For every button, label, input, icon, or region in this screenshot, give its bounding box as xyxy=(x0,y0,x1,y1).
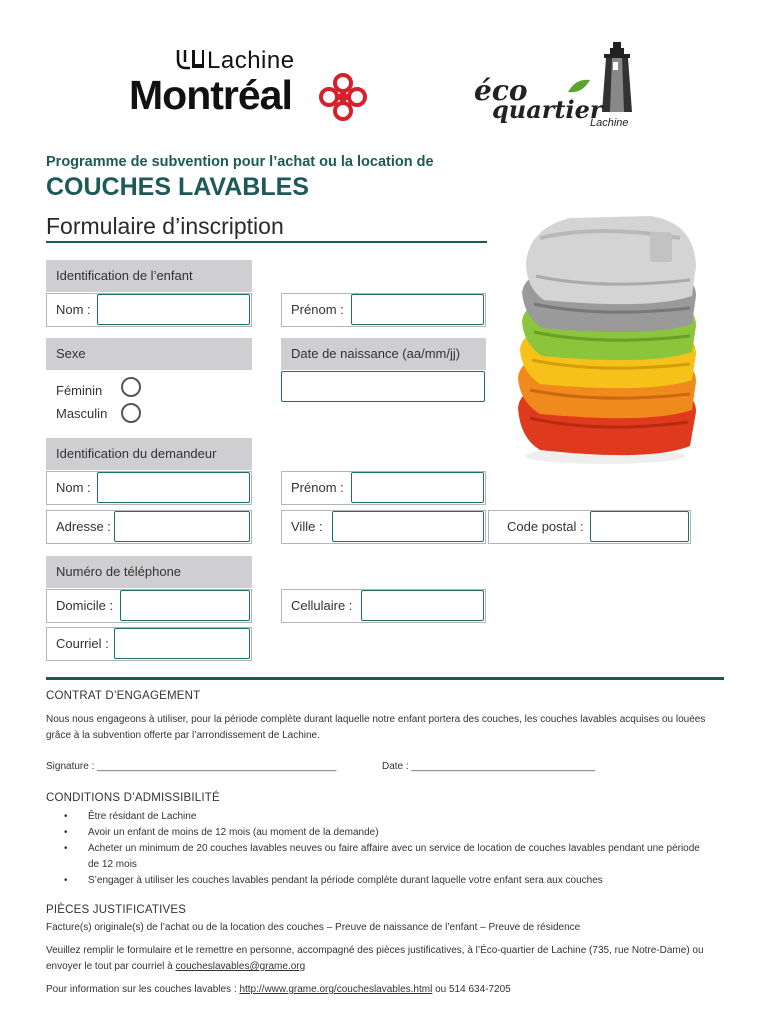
phone-section-header: Numéro de téléphone xyxy=(46,556,252,588)
contract-title: CONTRAT D’ENGAGEMENT xyxy=(46,690,201,702)
quartier-logo-word: quartier xyxy=(492,95,603,124)
info-phone: ou 514 634-7205 xyxy=(432,984,511,995)
child-prenom-label: Prénom : xyxy=(291,302,344,317)
signature-line: Signature : ___________________________________________ xyxy=(46,761,337,772)
sexe-section-header: Sexe xyxy=(46,338,252,370)
info-line xyxy=(46,982,726,998)
condition-item: • S’engager à utiliser les couches lavables pendant la période complète durant laquelle votre enfant sera aux couches xyxy=(46,873,706,889)
masculin-radio[interactable] xyxy=(121,403,141,423)
date-line: Date : _________________________________ xyxy=(382,761,595,772)
condition-item: • Acheter un minimum de 20 couches lavables neuves ou faire affaire avec un service de location de couches lavables pendant une période de 12 mois xyxy=(46,841,706,873)
montreal-rose-icon xyxy=(317,71,369,123)
main-title: COUCHES LAVABLES xyxy=(46,173,309,201)
requester-nom-input[interactable] xyxy=(97,472,250,503)
courriel-label: Courriel : xyxy=(56,636,109,651)
child-prenom-input[interactable] xyxy=(351,294,484,325)
condition-item: • Avoir un enfant de moins de 12 mois (au moment de la demande) xyxy=(46,825,706,841)
lachine-logo-text: Lachine xyxy=(207,47,295,74)
domicile-label: Domicile : xyxy=(56,598,114,613)
section-divider xyxy=(46,677,724,680)
child-section-header: Identification de l’enfant xyxy=(46,260,252,292)
contract-text: Nous nous engageons à utiliser, pour la période complète durant laquelle notre enfant portera des couches, les couches lavables acquises ou louées grâce à la subvention offerte par l’arrondissement de Lachine. xyxy=(46,714,706,741)
code-postal-input[interactable] xyxy=(590,511,689,542)
code-postal-label: Code postal : xyxy=(507,519,584,534)
condition-item: • Être résidant de Lachine xyxy=(46,809,706,825)
child-nom-label: Nom : xyxy=(56,302,91,317)
eco-logo-word: éco xyxy=(474,74,528,107)
info-prefix: Pour information sur les couches lavables : xyxy=(46,984,240,995)
masculin-label: Masculin xyxy=(56,406,108,421)
montreal-logo-text: Montréal xyxy=(129,72,292,118)
instructions-prefix: Veuillez remplir le formulaire et le remettre en personne, accompagné des pièces justificatives, à l’Éco-quartier de Lachine (735, rue Notre-Dame) ou envoyer le tout par courriel à xyxy=(46,945,704,972)
dob-section-header: Date de naissance (aa/mm/jj) xyxy=(281,338,486,370)
adresse-input[interactable] xyxy=(114,511,250,542)
requester-nom-label: Nom : xyxy=(56,480,91,495)
conditions-list xyxy=(46,809,706,889)
lachine-logo-mark xyxy=(176,48,206,70)
form-title: Formulaire d’inscription xyxy=(46,213,284,239)
documents-text: Facture(s) originale(s) de l’achat ou de la location des couches – Preuve de naissance de l’enfant – Preuve de résidence xyxy=(46,922,581,933)
cellulaire-input[interactable] xyxy=(361,590,484,621)
cellulaire-label: Cellulaire : xyxy=(291,598,353,613)
ville-label: Ville : xyxy=(291,519,323,534)
requester-prenom-label: Prénom : xyxy=(291,480,344,495)
feminin-radio[interactable] xyxy=(121,377,141,397)
requester-section-header: Identification du demandeur xyxy=(46,438,252,470)
eco-logo-sub: Lachine xyxy=(590,117,629,129)
dob-input[interactable] xyxy=(281,371,485,402)
adresse-label: Adresse : xyxy=(56,519,111,534)
conditions-title: CONDITIONS D’ADMISSIBILITÉ xyxy=(46,792,220,804)
eco-quartier-logo xyxy=(472,40,642,130)
documents-title: PIÈCES JUSTIFICATIVES xyxy=(46,904,187,916)
domicile-input[interactable] xyxy=(120,590,250,621)
diapers-stack-image xyxy=(500,188,710,470)
feminin-label: Féminin xyxy=(56,383,103,398)
program-title: Programme de subvention pour l’achat ou la location de xyxy=(46,154,434,170)
child-nom-input[interactable] xyxy=(97,294,250,325)
info-url-link[interactable]: http://www.grame.org/coucheslavables.html xyxy=(239,984,433,995)
title-rule xyxy=(46,241,487,243)
requester-prenom-input[interactable] xyxy=(351,472,484,503)
email-link[interactable]: coucheslavables@grame.org xyxy=(175,961,306,972)
ville-input[interactable] xyxy=(332,511,484,542)
courriel-input[interactable] xyxy=(114,628,250,659)
instructions-text xyxy=(46,943,706,975)
